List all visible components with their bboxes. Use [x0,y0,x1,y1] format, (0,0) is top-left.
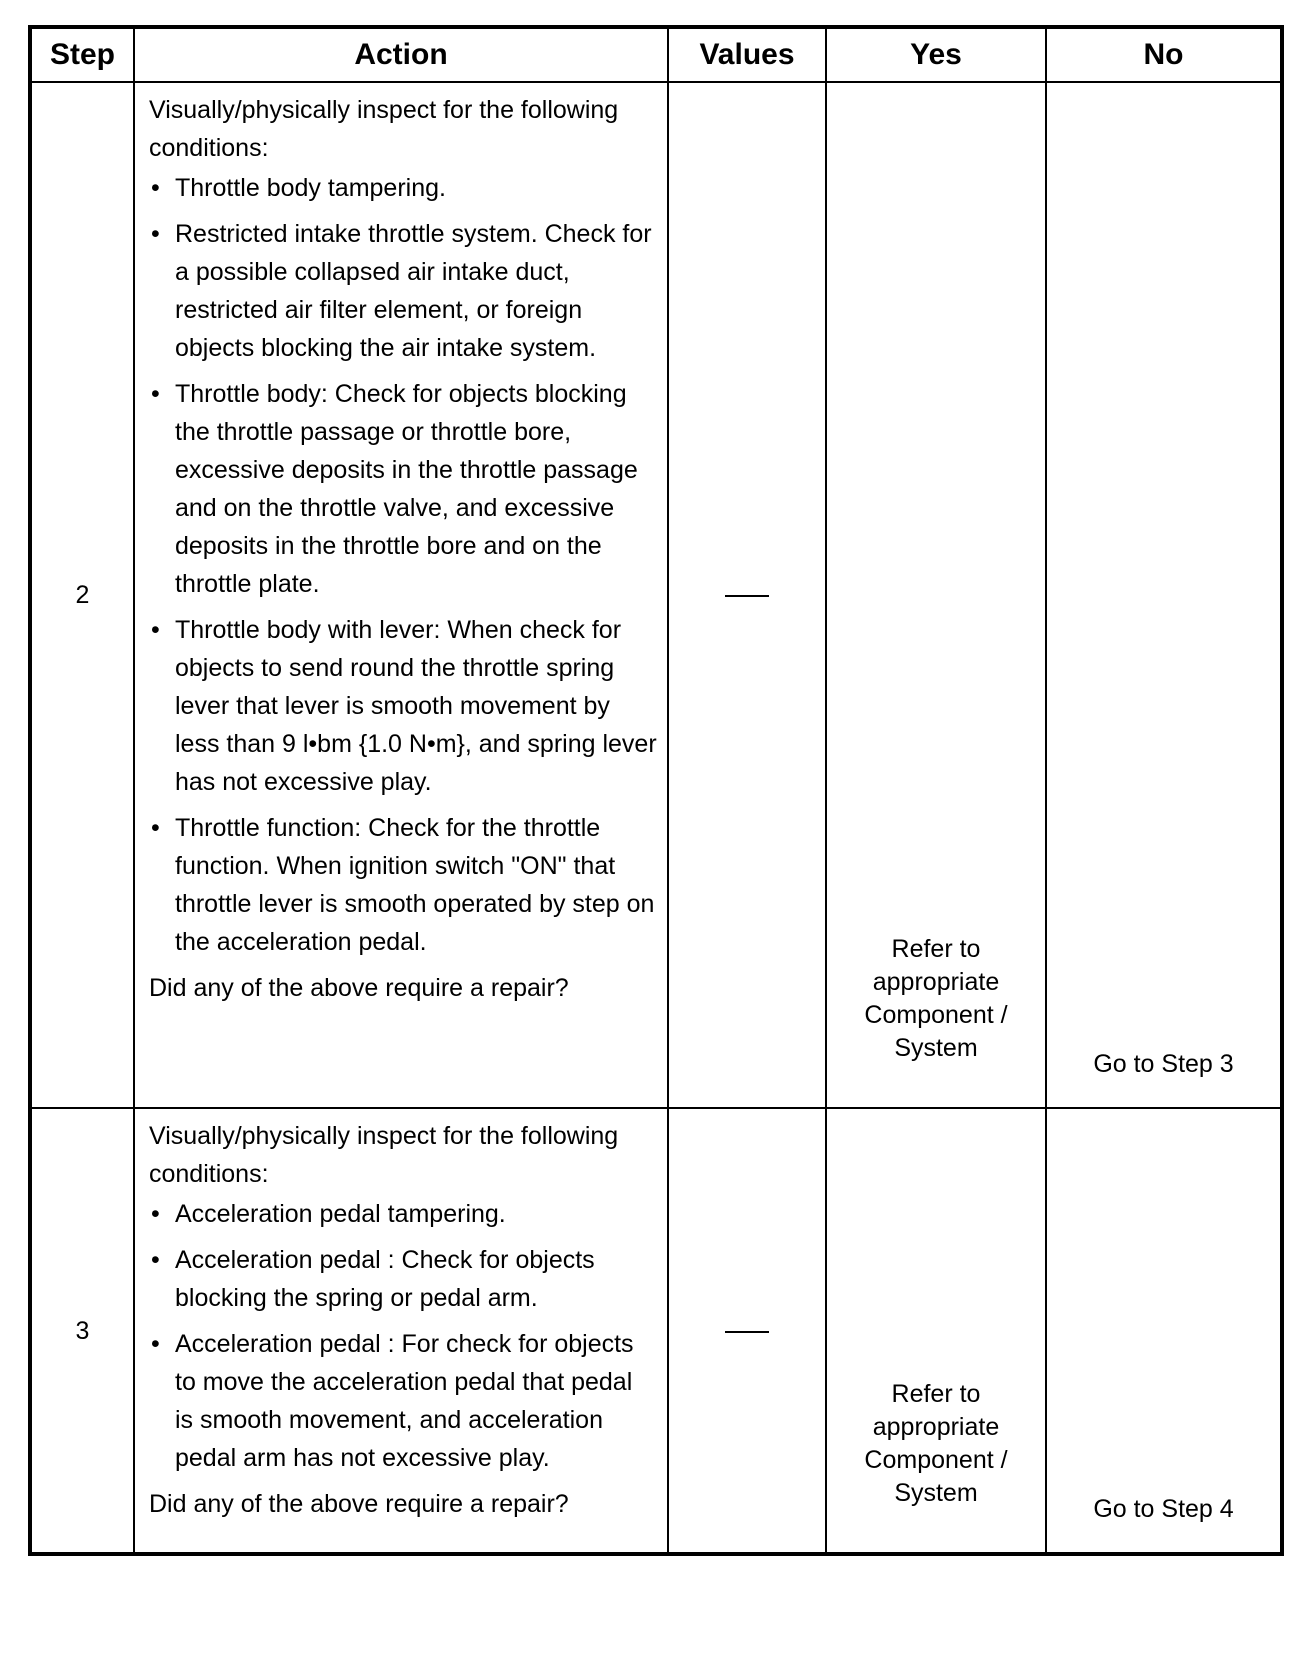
table-row [30,82,1282,1108]
condition-item: • Acceleration pedal : Check for objects blocking the spring or pedal arm. [149,1241,657,1317]
values-dash [725,595,769,597]
header-action: Action [134,27,668,82]
condition-item: • Acceleration pedal : For check for objects to move the acceleration pedal that pedal is smooth movement, and acceleration pedal arm has not excessive play. [149,1325,657,1477]
header-no: No [1046,27,1282,82]
action-question: Did any of the above require a repair? [149,974,569,1002]
table-row [30,1108,1282,1554]
action-intro: Visually/physically inspect for the following conditions: [149,1122,619,1188]
condition-item: • Throttle body: Check for objects blocking the throttle passage or throttle bore, excessive deposits in the throttle passage and on the throttle valve, and excessive deposits in the throttle bore and on the throttle plate. [149,375,657,603]
condition-item: • Acceleration pedal tampering. [149,1195,657,1233]
action-intro: Visually/physically inspect for the following conditions: [149,96,619,162]
header-yes: Yes [826,27,1046,82]
no-cell: Go to Step 4 [1046,1108,1282,1554]
values-cell [668,82,826,1108]
no-cell: Go to Step 3 [1046,82,1282,1108]
condition-item: • Restricted intake throttle system. Check for a possible collapsed air intake duct, restricted air filter element, or foreign objects blocking the air intake system. [149,215,657,367]
yes-cell: Refer to appropriate Component / System [826,1108,1046,1554]
header-step: Step [30,27,134,82]
condition-item: • Throttle body with lever: When check for objects to send round the throttle spring lever that lever is smooth movement by less than 9 l•bm {1.0 N•m}, and spring lever has not excessive play. [149,611,657,801]
step-number: 3 [30,1108,134,1554]
values-cell [668,1108,826,1554]
condition-list [149,169,657,961]
step-number: 2 [30,82,134,1108]
action-question: Did any of the above require a repair? [149,1490,569,1518]
condition-list [149,1195,657,1477]
condition-item: • Throttle function: Check for the throttle function. When ignition switch "ON" that throttle lever is smooth operated by step on the acceleration pedal. [149,809,657,961]
action-cell [134,82,668,1108]
condition-item: • Throttle body tampering. [149,169,657,207]
action-cell [134,1108,668,1554]
yes-cell: Refer to appropriate Component / System [826,82,1046,1108]
diagnostic-table [28,25,1284,1556]
header-values: Values [668,27,826,82]
header-row [30,27,1282,82]
values-dash [725,1331,769,1333]
